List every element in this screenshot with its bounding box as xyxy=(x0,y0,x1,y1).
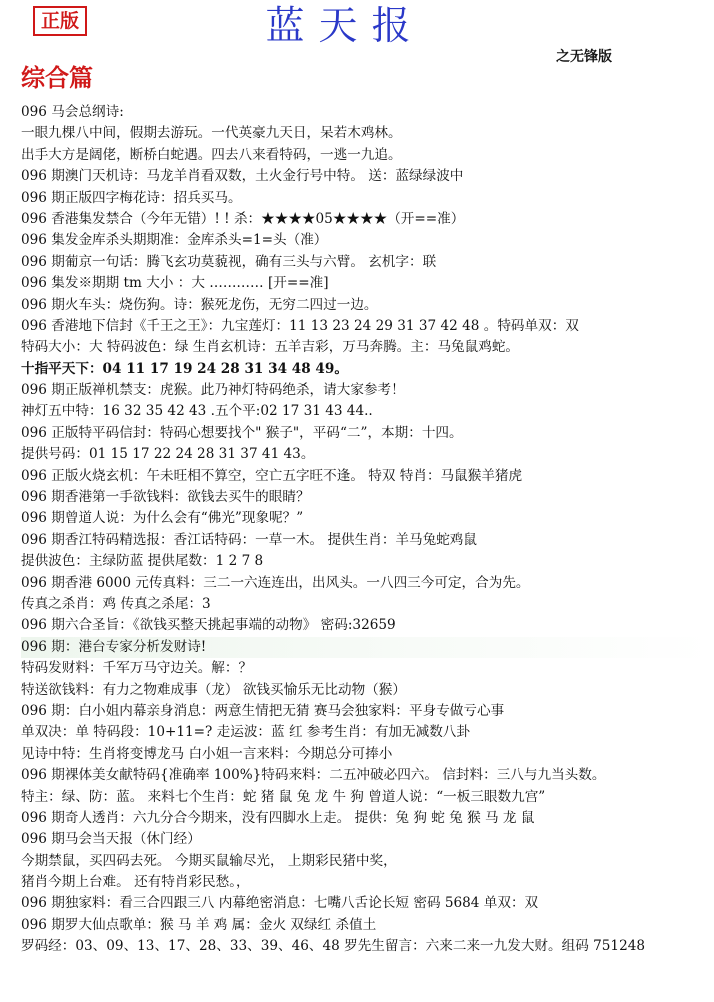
text-line: 096 期裸体美女献特码{准确率 100%}特码来料：二五冲破必四六。 信封料：三八与九当头数。 xyxy=(21,767,606,784)
text-line: 特主：绿、防：蓝。 来料七个生肖：蛇 猪 鼠 兔 龙 牛 狗 曾道人说：“一板三眼数九宫” xyxy=(21,788,546,805)
text-line: 096 期奇人透肖：六九分合今期来，没有四脚水上走。 提供：兔 狗 蛇 兔 猴 马 龙 鼠 xyxy=(21,809,535,826)
text-line: 096 正版火烧玄机：午未旺相不算空，空亡五字旺不逢。 特双 特肖：马鼠猴羊猪虎 xyxy=(21,467,523,484)
text-line: 096 期：港台专家分析发财诗! xyxy=(21,637,711,658)
text-line: 见诗中特：生肖将变博龙马 白小姐一言来料：今期总分可捧小 xyxy=(21,745,393,762)
text-line: 096 集发※期期 tm 大小 ：大 ………… [开==准] xyxy=(21,275,329,292)
text-line: 096 期马会当天报（休门经） xyxy=(21,831,201,848)
text-line: 096 期正版禅机禁支：虎猴。此乃神灯特码绝杀，请大家参考！ xyxy=(21,382,405,399)
text-line: 提供号码：01 15 17 22 24 28 31 37 41 43。 xyxy=(21,446,315,463)
text-line: 传真之杀肖：鸡 传真之杀尾：3 xyxy=(21,595,211,612)
text-line: 罗码经：03、09、13、17、28、33、39、46、48 罗先生留言：六来二来一九发大财。组码 751248 xyxy=(21,938,646,955)
text-line: 一眼九棵八中间，假期去游玩。一代英豪九天日，呆若木鸡林。 xyxy=(21,125,402,142)
text-line: 096 期曾道人说：为什么会有“佛光”现象呢？” xyxy=(21,510,304,527)
text-line: 096 期罗大仙点歌单：猴 马 羊 鸡 属：金火 双绿红 杀值土 xyxy=(21,916,377,933)
text-line: 096 期独家料：看三合四跟三八 内幕绝密消息：七嘴八舌论长短 密码 5684 单双：双 xyxy=(21,895,539,912)
text-line: 096 期澳门天机诗：马龙羊肖看双数，土火金行号中特。 送：蓝绿绿波中 xyxy=(21,168,464,185)
text-line: 096 香港集发禁合（今年无错）! ! 杀：★★★★05★★★★（开==准） xyxy=(21,210,465,227)
text-line: 096 期火车头：烧伤狗。诗：猴死龙伤，无穷二四过一边。 xyxy=(21,296,378,313)
text-line: 096 期：白小姐内幕亲身消息：两意生情把无猜 赛马会独家料：平身专做亏心事 xyxy=(21,702,505,719)
text-line: 096 马会总纲诗: xyxy=(21,104,124,120)
text-line: 096 期香港 6000 元传真料：三二一六连连出，出风头。一八四三今可定，合为先。 xyxy=(21,574,530,591)
text-line: 猪肖今期上台难。 还有特肖彩民愁。， xyxy=(21,874,250,891)
text-line: 特码大小：大 特码波色：绿 生肖玄机诗：五羊吉彩，万马奔腾。主：马兔鼠鸡蛇。 xyxy=(21,339,520,356)
text-line: 096 期六合圣旨：《欲钱买整天挑起事端的动物》 密码:32659 xyxy=(21,617,396,634)
text-line: 096 期葡京一句话：腾飞玄功莫藐视，确有三头与六臂。 玄机字：联 xyxy=(21,253,437,270)
text-line: 特码发财料：千军万马守边关。解：？ xyxy=(21,660,253,677)
text-line: 十指平天下：04 11 17 19 24 28 31 34 48 49。 xyxy=(21,360,348,377)
text-line: 096 期香江特码精选报：香江话特码：一草一木。 提供生肖：羊马兔蛇鸡鼠 xyxy=(21,531,477,548)
genuine-badge: 正版 xyxy=(33,6,87,36)
text-line: 单双决：单 特码段：10+11=? 走运波：蓝 红 参考生肖：有加无减数八卦 xyxy=(21,724,470,741)
section-title: 综合篇 xyxy=(21,64,93,92)
text-line: 096 期正版四字梅花诗：招兵买马。 xyxy=(21,189,242,206)
content-body xyxy=(21,102,711,958)
text-line: 096 正版特平码信封：特码心想要找个" 猴子"，平码“二”，本期：十四。 xyxy=(21,424,463,441)
text-line: 今期禁鼠，买四码去死。 今期买鼠输尽光， 上期彩民猪中奖， xyxy=(21,852,397,869)
text-line: 出手大方是阔佬，断桥白蛇遇。四去八来看特码，一逃一九追。 xyxy=(21,146,402,163)
text-line: 096 香港地下信封《千王之王》：九宝莲灯：11 13 23 24 29 31 37 42 48 。特码单双：双 xyxy=(21,317,579,334)
edition-label: 之无锋版 xyxy=(556,49,612,65)
text-line: 096 集发金库杀头期期准：金库杀头=1=头（准） xyxy=(21,232,328,249)
text-line: 提供波色：主绿防蓝 提供尾数：1 2 7 8 xyxy=(21,553,264,570)
text-line: 特送欲钱料：有力之物难成事（龙） 欲钱买愉乐无比动物（猴） xyxy=(21,681,406,698)
text-line: 096 期香港第一手欲钱料：欲钱去买牛的眼睛？ xyxy=(21,489,310,506)
text-line: 神灯五中特：16 32 35 42 43 .五个平:02 17 31 43 44.. xyxy=(21,403,373,420)
page-title: 蓝天报 xyxy=(265,4,425,49)
